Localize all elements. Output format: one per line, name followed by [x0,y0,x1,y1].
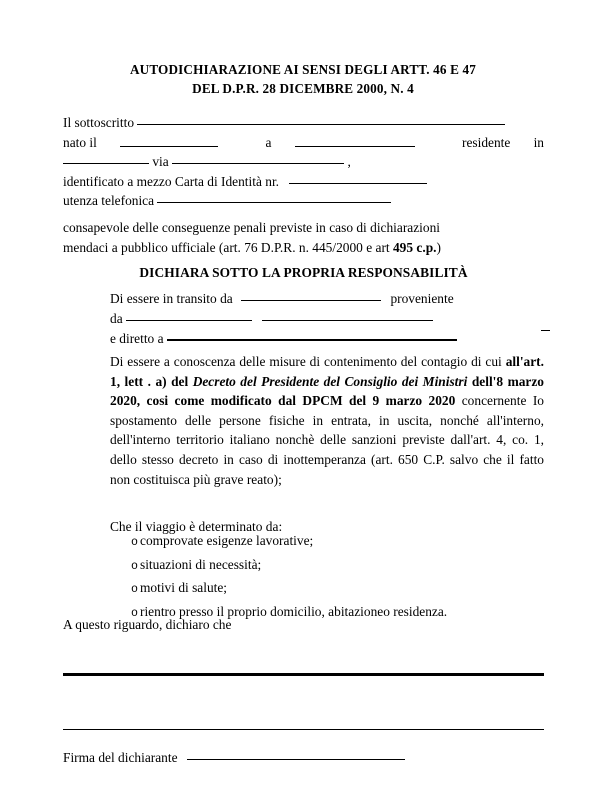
label-residente: residente [462,134,511,150]
label-via: via [152,154,169,170]
transit-block [110,289,544,349]
identification-block [63,113,544,211]
ident-row-documento [63,172,544,192]
decree-seg-1: Di essere a conoscenza delle misure di contenimento del contagio di cui [110,354,506,369]
via-comma: , [347,154,351,170]
label-proveniente: proveniente [390,291,454,306]
field-telefono[interactable] [157,191,391,203]
horizontal-rule-thick [63,673,544,676]
field-firma[interactable] [187,748,405,760]
field-comune-residenza[interactable] [63,152,149,164]
label-nato-il: nato il [63,134,97,150]
awareness-article-bold: 495 c.p. [392,239,437,255]
awareness-line-1-text: consapevole delle conseguenze penali previste in caso di dichiarazioni [63,220,441,235]
ident-row-nato [63,133,544,153]
bullet-marker-icon: o [131,583,138,596]
list-item [110,577,544,601]
label-a: a [265,134,272,150]
title-line-1: AUTODICHIARAZIONE AI SENSI DEGLI ARTT. 46 E 47 [130,62,476,77]
decree-seg-3-bold-italic: Decreto del Presidente del Consiglio dei Ministri [192,373,468,389]
field-transito-da[interactable] [241,289,381,301]
field-luogo-nascita[interactable] [295,135,415,147]
field-indirizzo[interactable] [172,152,344,164]
closing-statement: A questo riguardo, dichiaro che [63,617,232,632]
field-provenienza-2[interactable] [262,309,433,321]
horizontal-rule-thin [63,729,544,730]
declaration-heading: DICHIARA SOTTO LA PROPRIA RESPONSABILITÀ [139,265,468,280]
label-utenza-telefonica: utenza telefonica [63,193,155,209]
list-item-label: motivi di salute; [140,580,228,595]
field-sottoscritto[interactable] [137,113,505,125]
travel-reasons-list [110,530,544,624]
document-title [62,60,544,98]
awareness-paragraph [63,218,544,257]
transit-row-destinazione [110,328,544,349]
decree-seg-4-bold: dell'8 marzo 2020, cosi come modificato dal DPCM del 9 marzo 2020 [110,373,544,409]
label-da: da [110,310,123,326]
bullet-marker-icon: o [131,559,138,573]
awareness-line-2 [63,238,544,258]
bullet-marker-icon: o [131,606,138,620]
decree-seg-2-bold: all'art. 1, lett . a) del [110,354,544,389]
label-carta-identita: identificato a mezzo Carta di Identità nr. [63,173,280,189]
field-destinazione[interactable] [167,328,457,341]
transit-row-provenienza [110,309,544,329]
awareness-line-2-post: ) [436,239,441,255]
stray-underscore-mark [541,330,550,331]
list-item [110,554,544,578]
label-in: in [533,134,544,150]
title-line-2: DEL D.P.R. 28 DICEMBRE 2000, N. 4 [192,81,414,96]
ident-row-via [63,152,544,172]
ident-row-sottoscritto [63,113,544,133]
ident-row-telefono [63,191,544,211]
list-item-label: rientro presso il proprio domicilio, abitazioneo residenza. [140,603,448,619]
transit-row-transito [110,289,544,309]
field-provenienza-1[interactable] [126,309,252,321]
awareness-line-1 [63,218,544,238]
decree-awareness-paragraph [110,352,544,489]
label-in-transito-da: Di essere in transito da [110,291,233,306]
awareness-line-2-pre: mendaci a pubblico ufficiale (art. 76 D.P.R. n. 445/2000 e art [63,239,393,255]
bullet-marker-icon: o [131,536,138,549]
label-firma-dichiarante: Firma del dichiarante [63,750,178,765]
field-data-nascita[interactable] [120,135,218,147]
travel-reasons-intro: Che il viaggio è determinato da: [110,519,283,534]
signature-row [63,748,544,768]
list-item [110,530,544,554]
list-item-label: comprovate esigenze lavorative; [140,533,314,548]
field-numero-documento[interactable] [289,172,427,184]
label-sottoscritto: Il sottoscritto [63,115,135,130]
label-e-diretto-a: e diretto a [110,331,164,347]
decree-seg-5: concernente Io spostamento delle persone fisiche in entrata, in uscita, nonché all'interno, dell'interno territorio italiano nonchè delle sanzioni previste dall'art. 4, co. 1, dello stesso decreto in caso di inottemperanza (art. 650 C.P. salvo che il fatto non costituisca più grave reato); [110,393,544,487]
list-item-label: situazioni di necessità; [140,556,262,572]
